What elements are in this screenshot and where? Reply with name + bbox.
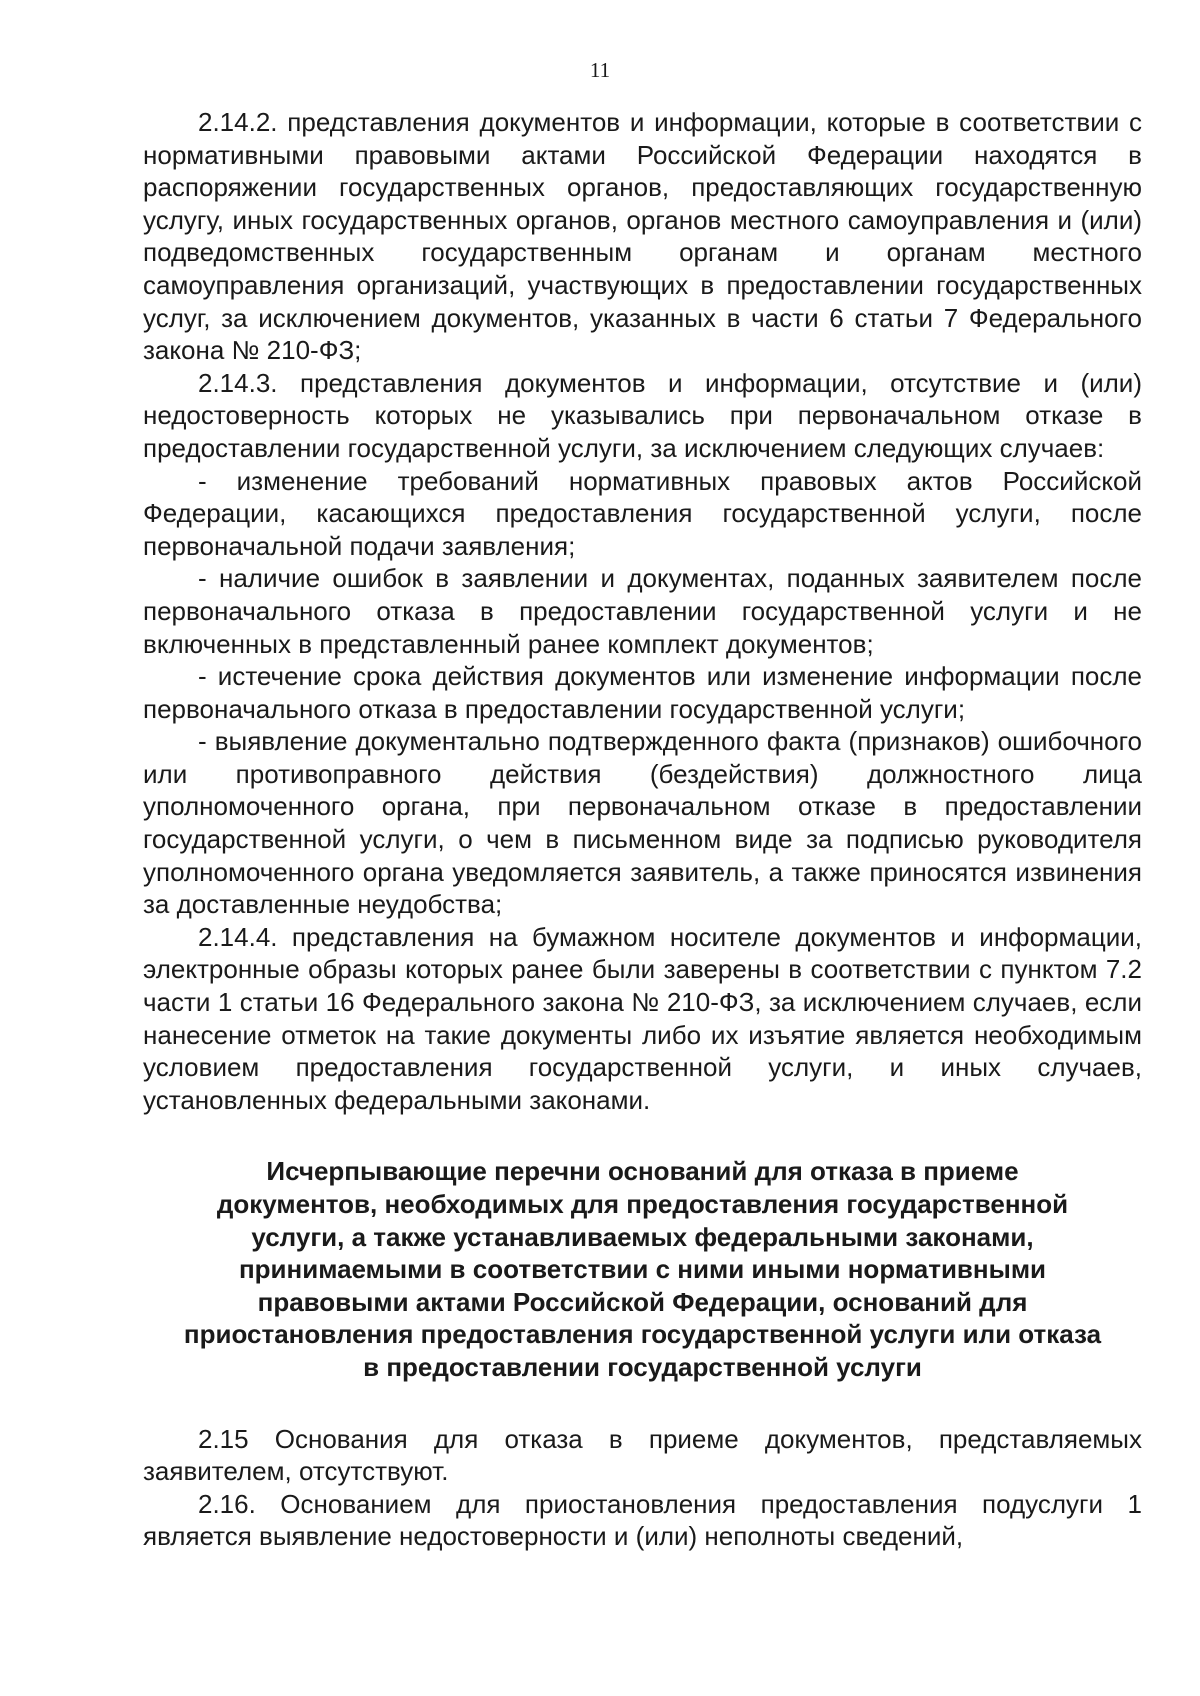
section-heading: Исчерпывающие перечни оснований для отказа в приеме документов, необходимых для предоставления государственной услуги, а также устанавливаемых федеральными законами, принимаемыми в соответствии с ними иными нормативными правовыми актами Российской Федерации, оснований для приостановления предоставления государственной услуги или отказа в предоставлении государственной услуги [183,1156,1102,1382]
paragraph-2-16: 2.16. Основанием для приостановления предоставления подуслуги 1 является выявление недостоверности и (или) неполноты сведений, [143,1488,1142,1552]
document-body [143,106,1142,1553]
page-number: 11 [589,58,611,82]
paragraph-2-14-3: 2.14.3. представления документов и информации, отсутствие и (или) недостоверность которых не указывались при первоначальном отказе в предоставлении государственной услуги, за исключением следующих случаев: [143,367,1142,463]
paragraph-2-14-4: 2.14.4. представления на бумажном носителе документов и информации, электронные образы которых ранее были заверены в соответствии с пунктом 7.2 части 1 статьи 16 Федерального закона № 210-ФЗ, за исключением случаев, если нанесение отметок на такие документы либо их изъятие является необходимым условием предоставления государственной услуги, и иных случаев, установленных федеральными законами. [143,921,1142,1115]
list-item-errors-in-application: - наличие ошибок в заявлении и документах, поданных заявителем после первоначального отказа в предоставлении государственной услуги и не включенных в представленный ранее комплект документов; [143,563,1142,659]
list-item-official-misconduct: - выявление документально подтвержденного факта (признаков) ошибочного или противоправного действия (бездействия) должностного лица уполномоченного органа, при первоначальном отказе в предоставлении государственной услуги, о чем в письменном виде за подписью руководителя уполномоченного органа уведомляется заявитель, а также приносятся извинения за доставленные неудобства; [143,726,1142,920]
list-item-requirements-change: - изменение требований нормативных правовых актов Российской Федерации, касающихся предоставления государственной услуги, после первоначальной подачи заявления; [143,465,1142,561]
list-item-documents-expiry: - истечение срока действия документов или изменение информации после первоначального отказа в предоставлении государственной услуги; [143,661,1142,724]
paragraph-2-15: 2.15 Основания для отказа в приеме документов, представляемых заявителем, отсутствуют. [143,1423,1142,1487]
paragraph-2-14-2: 2.14.2. представления документов и информации, которые в соответствии с нормативными правовыми актами Российской Федерации находятся в распоряжении государственных органов, предоставляющих государственную услугу, иных государственных органов, органов местного самоуправления и (или) подведомственных государственным органам и органам местного самоуправления организаций, участвующих в предоставлении государственных услуг, за исключением документов, указанных в части 6 статьи 7 Федерального закона № 210-ФЗ; [143,107,1142,366]
